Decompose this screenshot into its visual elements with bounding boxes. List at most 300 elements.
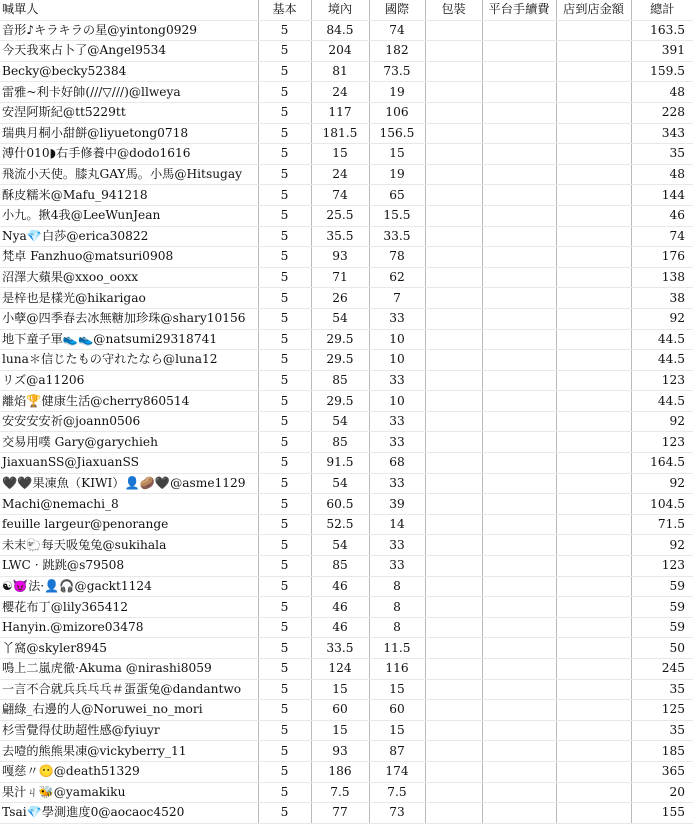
international-cell[interactable]: 106	[369, 102, 425, 123]
international-cell[interactable]: 73	[369, 803, 425, 824]
store-to-store-cell[interactable]	[556, 535, 631, 556]
buyer-name-cell[interactable]: 🖤🖤果凍魚（KIWI）👤🥔🖤@asme1129	[0, 473, 258, 494]
base-fee-cell[interactable]: 5	[258, 514, 311, 535]
international-cell[interactable]: 15	[369, 679, 425, 700]
total-cell[interactable]: 35	[631, 144, 693, 165]
total-cell[interactable]: 138	[631, 267, 693, 288]
base-fee-cell[interactable]: 5	[258, 267, 311, 288]
packaging-cell[interactable]	[425, 617, 482, 638]
international-cell[interactable]: 68	[369, 453, 425, 474]
platform-fee-cell[interactable]	[482, 556, 556, 577]
international-cell[interactable]: 14	[369, 514, 425, 535]
platform-fee-cell[interactable]	[482, 453, 556, 474]
domestic-cell[interactable]: 29.5	[311, 391, 369, 412]
buyer-name-cell[interactable]: Tsai💎學測進度0@aocaoc4520	[0, 803, 258, 824]
store-to-store-cell[interactable]	[556, 391, 631, 412]
base-fee-cell[interactable]: 5	[258, 102, 311, 123]
store-to-store-cell[interactable]	[556, 185, 631, 206]
packaging-cell[interactable]	[425, 432, 482, 453]
base-fee-cell[interactable]: 5	[258, 473, 311, 494]
domestic-cell[interactable]: 29.5	[311, 350, 369, 371]
international-cell[interactable]: 33	[369, 432, 425, 453]
packaging-cell[interactable]	[425, 144, 482, 165]
international-cell[interactable]: 11.5	[369, 638, 425, 659]
international-cell[interactable]: 156.5	[369, 123, 425, 144]
store-to-store-cell[interactable]	[556, 741, 631, 762]
header-cell[interactable]: 總計	[631, 0, 693, 20]
domestic-cell[interactable]: 81	[311, 61, 369, 82]
international-cell[interactable]: 8	[369, 617, 425, 638]
domestic-cell[interactable]: 91.5	[311, 453, 369, 474]
buyer-name-cell[interactable]: 是梓也是樣光@hikarigao	[0, 288, 258, 309]
domestic-cell[interactable]: 54	[311, 411, 369, 432]
packaging-cell[interactable]	[425, 803, 482, 824]
base-fee-cell[interactable]: 5	[258, 164, 311, 185]
total-cell[interactable]: 343	[631, 123, 693, 144]
packaging-cell[interactable]	[425, 411, 482, 432]
buyer-name-cell[interactable]: 瑞典月桐小甜餅@liyuetong0718	[0, 123, 258, 144]
packaging-cell[interactable]	[425, 185, 482, 206]
base-fee-cell[interactable]: 5	[258, 638, 311, 659]
international-cell[interactable]: 10	[369, 391, 425, 412]
packaging-cell[interactable]	[425, 288, 482, 309]
store-to-store-cell[interactable]	[556, 411, 631, 432]
buyer-name-cell[interactable]: 交易用噗 Gary@garychieh	[0, 432, 258, 453]
base-fee-cell[interactable]: 5	[258, 411, 311, 432]
store-to-store-cell[interactable]	[556, 803, 631, 824]
base-fee-cell[interactable]: 5	[258, 576, 311, 597]
packaging-cell[interactable]	[425, 82, 482, 103]
buyer-name-cell[interactable]: 地下童子軍👟👟@natsumi29318741	[0, 329, 258, 350]
buyer-name-cell[interactable]: 未末🐑每天吸兔兔@sukihala	[0, 535, 258, 556]
domestic-cell[interactable]: 26	[311, 288, 369, 309]
domestic-cell[interactable]: 46	[311, 597, 369, 618]
international-cell[interactable]: 33	[369, 411, 425, 432]
base-fee-cell[interactable]: 5	[258, 700, 311, 721]
total-cell[interactable]: 228	[631, 102, 693, 123]
packaging-cell[interactable]	[425, 597, 482, 618]
total-cell[interactable]: 92	[631, 411, 693, 432]
header-cell[interactable]: 國際	[369, 0, 425, 20]
international-cell[interactable]: 7	[369, 288, 425, 309]
buyer-name-cell[interactable]: 櫻花布丁@lily365412	[0, 597, 258, 618]
store-to-store-cell[interactable]	[556, 41, 631, 62]
header-cell[interactable]: 境內	[311, 0, 369, 20]
total-cell[interactable]: 44.5	[631, 350, 693, 371]
domestic-cell[interactable]: 181.5	[311, 123, 369, 144]
platform-fee-cell[interactable]	[482, 144, 556, 165]
platform-fee-cell[interactable]	[482, 226, 556, 247]
store-to-store-cell[interactable]	[556, 473, 631, 494]
store-to-store-cell[interactable]	[556, 700, 631, 721]
store-to-store-cell[interactable]	[556, 720, 631, 741]
domestic-cell[interactable]: 33.5	[311, 638, 369, 659]
domestic-cell[interactable]: 85	[311, 556, 369, 577]
packaging-cell[interactable]	[425, 556, 482, 577]
platform-fee-cell[interactable]	[482, 102, 556, 123]
store-to-store-cell[interactable]	[556, 308, 631, 329]
platform-fee-cell[interactable]	[482, 494, 556, 515]
platform-fee-cell[interactable]	[482, 638, 556, 659]
domestic-cell[interactable]: 15	[311, 720, 369, 741]
store-to-store-cell[interactable]	[556, 288, 631, 309]
buyer-name-cell[interactable]: 鳴上二嵐虎徹·Akuma @nirashi8059	[0, 659, 258, 680]
packaging-cell[interactable]	[425, 679, 482, 700]
platform-fee-cell[interactable]	[482, 700, 556, 721]
store-to-store-cell[interactable]	[556, 679, 631, 700]
total-cell[interactable]: 59	[631, 617, 693, 638]
total-cell[interactable]: 123	[631, 370, 693, 391]
international-cell[interactable]: 33.5	[369, 226, 425, 247]
base-fee-cell[interactable]: 5	[258, 782, 311, 803]
store-to-store-cell[interactable]	[556, 164, 631, 185]
domestic-cell[interactable]: 15	[311, 144, 369, 165]
platform-fee-cell[interactable]	[482, 597, 556, 618]
packaging-cell[interactable]	[425, 370, 482, 391]
international-cell[interactable]: 15	[369, 720, 425, 741]
packaging-cell[interactable]	[425, 247, 482, 268]
store-to-store-cell[interactable]	[556, 205, 631, 226]
total-cell[interactable]: 74	[631, 226, 693, 247]
domestic-cell[interactable]: 7.5	[311, 782, 369, 803]
platform-fee-cell[interactable]	[482, 679, 556, 700]
domestic-cell[interactable]: 117	[311, 102, 369, 123]
platform-fee-cell[interactable]	[482, 473, 556, 494]
domestic-cell[interactable]: 52.5	[311, 514, 369, 535]
platform-fee-cell[interactable]	[482, 803, 556, 824]
packaging-cell[interactable]	[425, 308, 482, 329]
store-to-store-cell[interactable]	[556, 226, 631, 247]
buyer-name-cell[interactable]: Machi@nemachi_8	[0, 494, 258, 515]
store-to-store-cell[interactable]	[556, 556, 631, 577]
packaging-cell[interactable]	[425, 494, 482, 515]
buyer-name-cell[interactable]: 去噎的熊熊果凍@vickyberry_11	[0, 741, 258, 762]
total-cell[interactable]: 391	[631, 41, 693, 62]
international-cell[interactable]: 33	[369, 370, 425, 391]
total-cell[interactable]: 123	[631, 556, 693, 577]
platform-fee-cell[interactable]	[482, 247, 556, 268]
base-fee-cell[interactable]: 5	[258, 41, 311, 62]
base-fee-cell[interactable]: 5	[258, 720, 311, 741]
base-fee-cell[interactable]: 5	[258, 556, 311, 577]
packaging-cell[interactable]	[425, 473, 482, 494]
store-to-store-cell[interactable]	[556, 61, 631, 82]
store-to-store-cell[interactable]	[556, 350, 631, 371]
base-fee-cell[interactable]: 5	[258, 350, 311, 371]
domestic-cell[interactable]: 24	[311, 82, 369, 103]
packaging-cell[interactable]	[425, 267, 482, 288]
domestic-cell[interactable]: 60	[311, 700, 369, 721]
buyer-name-cell[interactable]: 杉雪覺得仗助超性感@fyiuyr	[0, 720, 258, 741]
packaging-cell[interactable]	[425, 761, 482, 782]
header-cell[interactable]: 喊單人	[0, 0, 258, 20]
total-cell[interactable]: 59	[631, 597, 693, 618]
platform-fee-cell[interactable]	[482, 514, 556, 535]
international-cell[interactable]: 15.5	[369, 205, 425, 226]
international-cell[interactable]: 87	[369, 741, 425, 762]
total-cell[interactable]: 92	[631, 535, 693, 556]
platform-fee-cell[interactable]	[482, 288, 556, 309]
total-cell[interactable]: 123	[631, 432, 693, 453]
store-to-store-cell[interactable]	[556, 659, 631, 680]
international-cell[interactable]: 174	[369, 761, 425, 782]
store-to-store-cell[interactable]	[556, 761, 631, 782]
packaging-cell[interactable]	[425, 638, 482, 659]
total-cell[interactable]: 125	[631, 700, 693, 721]
platform-fee-cell[interactable]	[482, 205, 556, 226]
platform-fee-cell[interactable]	[482, 20, 556, 41]
packaging-cell[interactable]	[425, 741, 482, 762]
base-fee-cell[interactable]: 5	[258, 308, 311, 329]
packaging-cell[interactable]	[425, 61, 482, 82]
total-cell[interactable]: 185	[631, 741, 693, 762]
packaging-cell[interactable]	[425, 329, 482, 350]
base-fee-cell[interactable]: 5	[258, 82, 311, 103]
packaging-cell[interactable]	[425, 205, 482, 226]
base-fee-cell[interactable]: 5	[258, 803, 311, 824]
international-cell[interactable]: 78	[369, 247, 425, 268]
buyer-name-cell[interactable]: feuille largeur@penorange	[0, 514, 258, 535]
domestic-cell[interactable]: 25.5	[311, 205, 369, 226]
buyer-name-cell[interactable]: 音形♪キラキラの星@yintong0929	[0, 20, 258, 41]
platform-fee-cell[interactable]	[482, 659, 556, 680]
domestic-cell[interactable]: 54	[311, 473, 369, 494]
base-fee-cell[interactable]: 5	[258, 20, 311, 41]
domestic-cell[interactable]: 24	[311, 164, 369, 185]
base-fee-cell[interactable]: 5	[258, 432, 311, 453]
header-cell[interactable]: 平台手續費	[482, 0, 556, 20]
base-fee-cell[interactable]: 5	[258, 370, 311, 391]
domestic-cell[interactable]: 74	[311, 185, 369, 206]
base-fee-cell[interactable]: 5	[258, 205, 311, 226]
base-fee-cell[interactable]: 5	[258, 453, 311, 474]
buyer-name-cell[interactable]: JiaxuanSS@JiaxuanSS	[0, 453, 258, 474]
international-cell[interactable]: 8	[369, 597, 425, 618]
domestic-cell[interactable]: 60.5	[311, 494, 369, 515]
international-cell[interactable]: 182	[369, 41, 425, 62]
buyer-name-cell[interactable]: 小九。揪4我@LeeWunJean	[0, 205, 258, 226]
international-cell[interactable]: 19	[369, 164, 425, 185]
domestic-cell[interactable]: 93	[311, 247, 369, 268]
domestic-cell[interactable]: 54	[311, 535, 369, 556]
platform-fee-cell[interactable]	[482, 761, 556, 782]
international-cell[interactable]: 116	[369, 659, 425, 680]
buyer-name-cell[interactable]: リズ@a11206	[0, 370, 258, 391]
store-to-store-cell[interactable]	[556, 576, 631, 597]
total-cell[interactable]: 48	[631, 164, 693, 185]
platform-fee-cell[interactable]	[482, 185, 556, 206]
international-cell[interactable]: 33	[369, 556, 425, 577]
header-cell[interactable]: 基本	[258, 0, 311, 20]
domestic-cell[interactable]: 35.5	[311, 226, 369, 247]
total-cell[interactable]: 365	[631, 761, 693, 782]
total-cell[interactable]: 46	[631, 205, 693, 226]
platform-fee-cell[interactable]	[482, 391, 556, 412]
header-cell[interactable]: 包裝	[425, 0, 482, 20]
total-cell[interactable]: 92	[631, 308, 693, 329]
packaging-cell[interactable]	[425, 659, 482, 680]
domestic-cell[interactable]: 84.5	[311, 20, 369, 41]
buyer-name-cell[interactable]: 今天我來占卜了@Angel9534	[0, 41, 258, 62]
domestic-cell[interactable]: 46	[311, 617, 369, 638]
store-to-store-cell[interactable]	[556, 82, 631, 103]
buyer-name-cell[interactable]: 果汁ㄐ🐝@yamakiku	[0, 782, 258, 803]
total-cell[interactable]: 104.5	[631, 494, 693, 515]
international-cell[interactable]: 33	[369, 473, 425, 494]
international-cell[interactable]: 60	[369, 700, 425, 721]
international-cell[interactable]: 33	[369, 535, 425, 556]
international-cell[interactable]: 8	[369, 576, 425, 597]
base-fee-cell[interactable]: 5	[258, 123, 311, 144]
base-fee-cell[interactable]: 5	[258, 494, 311, 515]
platform-fee-cell[interactable]	[482, 61, 556, 82]
packaging-cell[interactable]	[425, 576, 482, 597]
base-fee-cell[interactable]: 5	[258, 144, 311, 165]
domestic-cell[interactable]: 77	[311, 803, 369, 824]
total-cell[interactable]: 35	[631, 720, 693, 741]
store-to-store-cell[interactable]	[556, 267, 631, 288]
domestic-cell[interactable]: 124	[311, 659, 369, 680]
domestic-cell[interactable]: 204	[311, 41, 369, 62]
buyer-name-cell[interactable]: 翩綠_右邊的人@Noruwei_no_mori	[0, 700, 258, 721]
total-cell[interactable]: 159.5	[631, 61, 693, 82]
base-fee-cell[interactable]: 5	[258, 226, 311, 247]
store-to-store-cell[interactable]	[556, 370, 631, 391]
buyer-name-cell[interactable]: 溥什010◗右手修養中@dodo1616	[0, 144, 258, 165]
total-cell[interactable]: 38	[631, 288, 693, 309]
buyer-name-cell[interactable]: 雷雅~利卡好帥(///▽///)@llweya	[0, 82, 258, 103]
store-to-store-cell[interactable]	[556, 20, 631, 41]
platform-fee-cell[interactable]	[482, 535, 556, 556]
base-fee-cell[interactable]: 5	[258, 535, 311, 556]
store-to-store-cell[interactable]	[556, 144, 631, 165]
packaging-cell[interactable]	[425, 20, 482, 41]
buyer-name-cell[interactable]: ☯😈法·👤🎧@gackt1124	[0, 576, 258, 597]
platform-fee-cell[interactable]	[482, 411, 556, 432]
total-cell[interactable]: 155	[631, 803, 693, 824]
buyer-name-cell[interactable]: 梵卓 Fanzhuo@matsuri0908	[0, 247, 258, 268]
international-cell[interactable]: 15	[369, 144, 425, 165]
packaging-cell[interactable]	[425, 514, 482, 535]
buyer-name-cell[interactable]: 安安安安祈@joann0506	[0, 411, 258, 432]
platform-fee-cell[interactable]	[482, 370, 556, 391]
base-fee-cell[interactable]: 5	[258, 679, 311, 700]
platform-fee-cell[interactable]	[482, 164, 556, 185]
buyer-name-cell[interactable]: Becky@becky52384	[0, 61, 258, 82]
total-cell[interactable]: 92	[631, 473, 693, 494]
base-fee-cell[interactable]: 5	[258, 391, 311, 412]
platform-fee-cell[interactable]	[482, 432, 556, 453]
platform-fee-cell[interactable]	[482, 123, 556, 144]
domestic-cell[interactable]: 85	[311, 370, 369, 391]
platform-fee-cell[interactable]	[482, 41, 556, 62]
platform-fee-cell[interactable]	[482, 741, 556, 762]
total-cell[interactable]: 44.5	[631, 329, 693, 350]
total-cell[interactable]: 144	[631, 185, 693, 206]
buyer-name-cell[interactable]: 安涅阿斯紀@tt5229tt	[0, 102, 258, 123]
base-fee-cell[interactable]: 5	[258, 247, 311, 268]
packaging-cell[interactable]	[425, 453, 482, 474]
domestic-cell[interactable]: 71	[311, 267, 369, 288]
base-fee-cell[interactable]: 5	[258, 61, 311, 82]
domestic-cell[interactable]: 15	[311, 679, 369, 700]
packaging-cell[interactable]	[425, 391, 482, 412]
total-cell[interactable]: 20	[631, 782, 693, 803]
buyer-name-cell[interactable]: 丫窩@skyler8945	[0, 638, 258, 659]
base-fee-cell[interactable]: 5	[258, 659, 311, 680]
total-cell[interactable]: 48	[631, 82, 693, 103]
packaging-cell[interactable]	[425, 41, 482, 62]
buyer-name-cell[interactable]: 一言不合就兵兵乓乓＃蛋蛋兔@dandantwo	[0, 679, 258, 700]
store-to-store-cell[interactable]	[556, 123, 631, 144]
packaging-cell[interactable]	[425, 782, 482, 803]
domestic-cell[interactable]: 93	[311, 741, 369, 762]
total-cell[interactable]: 176	[631, 247, 693, 268]
domestic-cell[interactable]: 54	[311, 308, 369, 329]
store-to-store-cell[interactable]	[556, 453, 631, 474]
base-fee-cell[interactable]: 5	[258, 288, 311, 309]
packaging-cell[interactable]	[425, 720, 482, 741]
international-cell[interactable]: 39	[369, 494, 425, 515]
store-to-store-cell[interactable]	[556, 638, 631, 659]
packaging-cell[interactable]	[425, 226, 482, 247]
base-fee-cell[interactable]: 5	[258, 741, 311, 762]
packaging-cell[interactable]	[425, 350, 482, 371]
total-cell[interactable]: 44.5	[631, 391, 693, 412]
international-cell[interactable]: 65	[369, 185, 425, 206]
base-fee-cell[interactable]: 5	[258, 185, 311, 206]
international-cell[interactable]: 74	[369, 20, 425, 41]
base-fee-cell[interactable]: 5	[258, 597, 311, 618]
platform-fee-cell[interactable]	[482, 329, 556, 350]
buyer-name-cell[interactable]: 飛流小天使。膝丸GAY馬。小馬@Hitsugay	[0, 164, 258, 185]
international-cell[interactable]: 33	[369, 308, 425, 329]
total-cell[interactable]: 50	[631, 638, 693, 659]
platform-fee-cell[interactable]	[482, 267, 556, 288]
store-to-store-cell[interactable]	[556, 329, 631, 350]
domestic-cell[interactable]: 85	[311, 432, 369, 453]
international-cell[interactable]: 73.5	[369, 61, 425, 82]
total-cell[interactable]: 245	[631, 659, 693, 680]
store-to-store-cell[interactable]	[556, 432, 631, 453]
buyer-name-cell[interactable]: 嘎慈〃😶@death51329	[0, 761, 258, 782]
domestic-cell[interactable]: 46	[311, 576, 369, 597]
total-cell[interactable]: 71.5	[631, 514, 693, 535]
packaging-cell[interactable]	[425, 102, 482, 123]
store-to-store-cell[interactable]	[556, 514, 631, 535]
platform-fee-cell[interactable]	[482, 350, 556, 371]
buyer-name-cell[interactable]: 沼澤大蘋果@xxoo_ooxx	[0, 267, 258, 288]
packaging-cell[interactable]	[425, 535, 482, 556]
domestic-cell[interactable]: 29.5	[311, 329, 369, 350]
total-cell[interactable]: 59	[631, 576, 693, 597]
platform-fee-cell[interactable]	[482, 617, 556, 638]
store-to-store-cell[interactable]	[556, 247, 631, 268]
total-cell[interactable]: 163.5	[631, 20, 693, 41]
international-cell[interactable]: 19	[369, 82, 425, 103]
international-cell[interactable]: 62	[369, 267, 425, 288]
platform-fee-cell[interactable]	[482, 576, 556, 597]
domestic-cell[interactable]: 186	[311, 761, 369, 782]
buyer-name-cell[interactable]: 小孽@四季春去冰無糖加珍珠@shary10156	[0, 308, 258, 329]
platform-fee-cell[interactable]	[482, 782, 556, 803]
total-cell[interactable]: 164.5	[631, 453, 693, 474]
buyer-name-cell[interactable]: Nya💎白莎@erica30822	[0, 226, 258, 247]
store-to-store-cell[interactable]	[556, 597, 631, 618]
buyer-name-cell[interactable]: Hanyin.@mizore03478	[0, 617, 258, 638]
total-cell[interactable]: 35	[631, 679, 693, 700]
packaging-cell[interactable]	[425, 164, 482, 185]
